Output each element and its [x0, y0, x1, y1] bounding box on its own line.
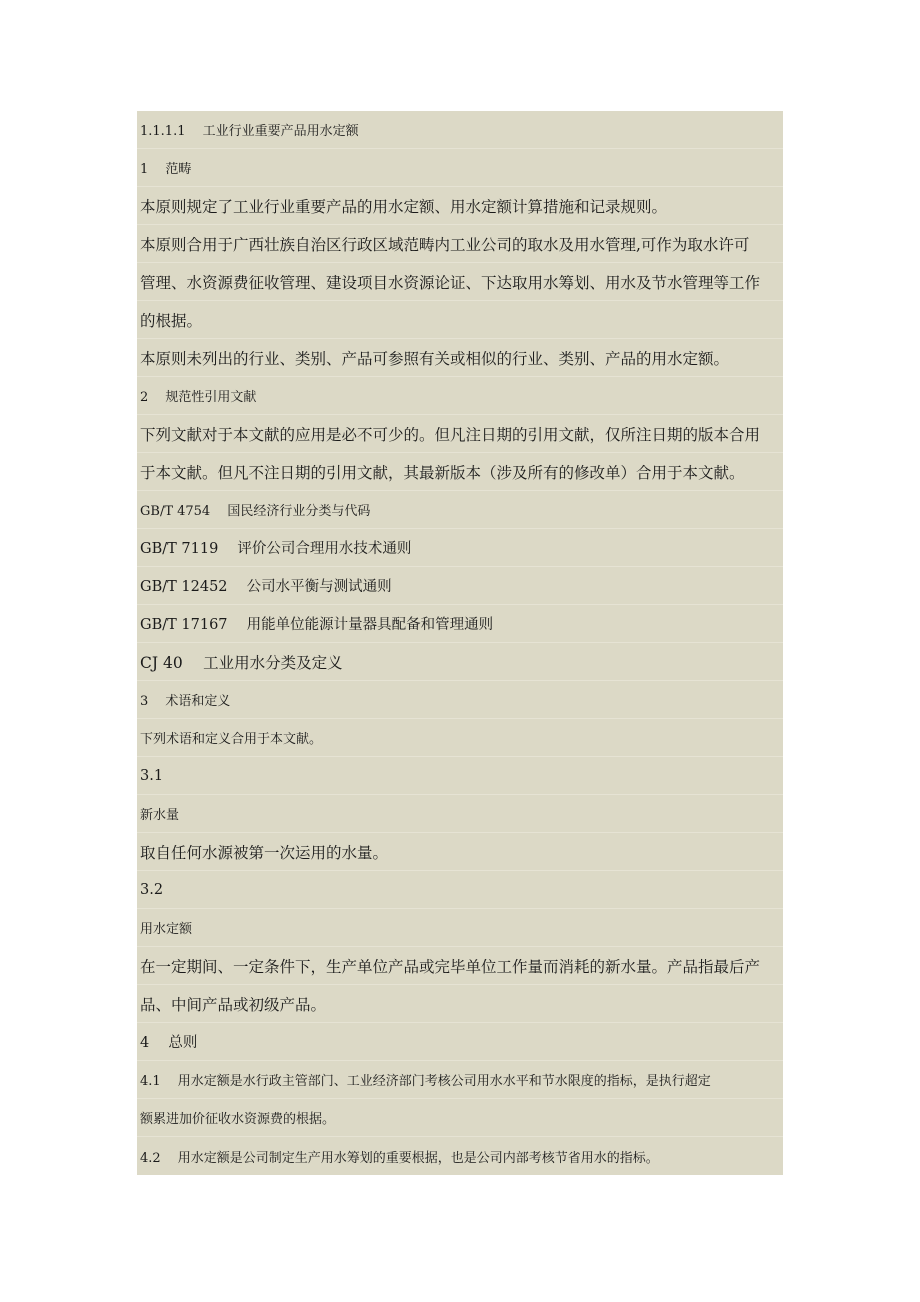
section-heading-2: 2 规范性引用文献 — [137, 377, 783, 415]
clause-line: 4.2 用水定额是公司制定生产用水筹划的重要根据，也是公司内部考核节省用水的指标。 — [140, 1150, 659, 1166]
section-heading-3: 3 术语和定义 — [137, 681, 783, 719]
term-definition: 在一定期间、一定条件下，生产单位产品或完毕单位工作量而消耗的新水量。产品指最后产 — [137, 947, 783, 985]
paragraph-line: 的根据。 — [137, 301, 783, 339]
paragraph-line: 本原则合用于广西壮族自治区行政区域范畴内工业公司的取水及用水管理,可作为取水许可 — [137, 225, 783, 263]
reference-item: CJ 40 工业用水分类及定义 — [137, 643, 783, 681]
document-body — [137, 111, 783, 1175]
term-name: 用水定额 — [137, 909, 783, 947]
paragraph-line: 本原则未列出的行业、类别、产品可参照有关或相似的行业、类别、产品的用水定额。 — [137, 339, 783, 377]
paragraph-line: 本原则规定了工业行业重要产品的用水定额、用水定额计算措施和记录规则。 — [137, 187, 783, 225]
section-heading-1: 1 范畴 — [137, 149, 783, 187]
term-number: 3.1 — [137, 757, 783, 795]
term-number: 3.2 — [137, 871, 783, 909]
paragraph-line: 下列文献对于本文献的应用是必不可少的。但凡注日期的引用文献，仅所注日期的版本合用 — [137, 415, 783, 453]
term-definition: 取自任何水源被第一次运用的水量。 — [137, 833, 783, 871]
reference-item: GB/T 7119 评价公司合理用水技术通则 — [137, 529, 783, 567]
reference-item: GB/T 17167 用能单位能源计量器具配备和管理通则 — [137, 605, 783, 643]
paragraph-line: 于本文献。但凡不注日期的引用文献，其最新版本（涉及所有的修改单）合用于本文献。 — [137, 453, 783, 491]
clause-line: 4.1 用水定额是水行政主管部门、工业经济部门考核公司用水水平和节水限度的指标，是执行超定 — [137, 1061, 783, 1099]
section-heading-1-1-1-1: 1.1.1.1 工业行业重要产品用水定额 — [137, 111, 783, 149]
term-name: 新水量 — [137, 795, 783, 833]
paragraph-line: 下列术语和定义合用于本文献。 — [137, 719, 783, 757]
reference-item: GB/T 12452 公司水平衡与测试通则 — [137, 567, 783, 605]
paragraph-line: 管理、水资源费征收管理、建设项目水资源论证、下达取用水筹划、用水及节水管理等工作 — [137, 263, 783, 301]
section-heading-4: 4 总则 — [137, 1023, 783, 1061]
reference-item: GB/T 4754 国民经济行业分类与代码 — [137, 491, 783, 529]
term-definition: 品、中间产品或初级产品。 — [137, 985, 783, 1023]
clause-line: 额累进加价征收水资源费的根据。 — [137, 1099, 783, 1137]
